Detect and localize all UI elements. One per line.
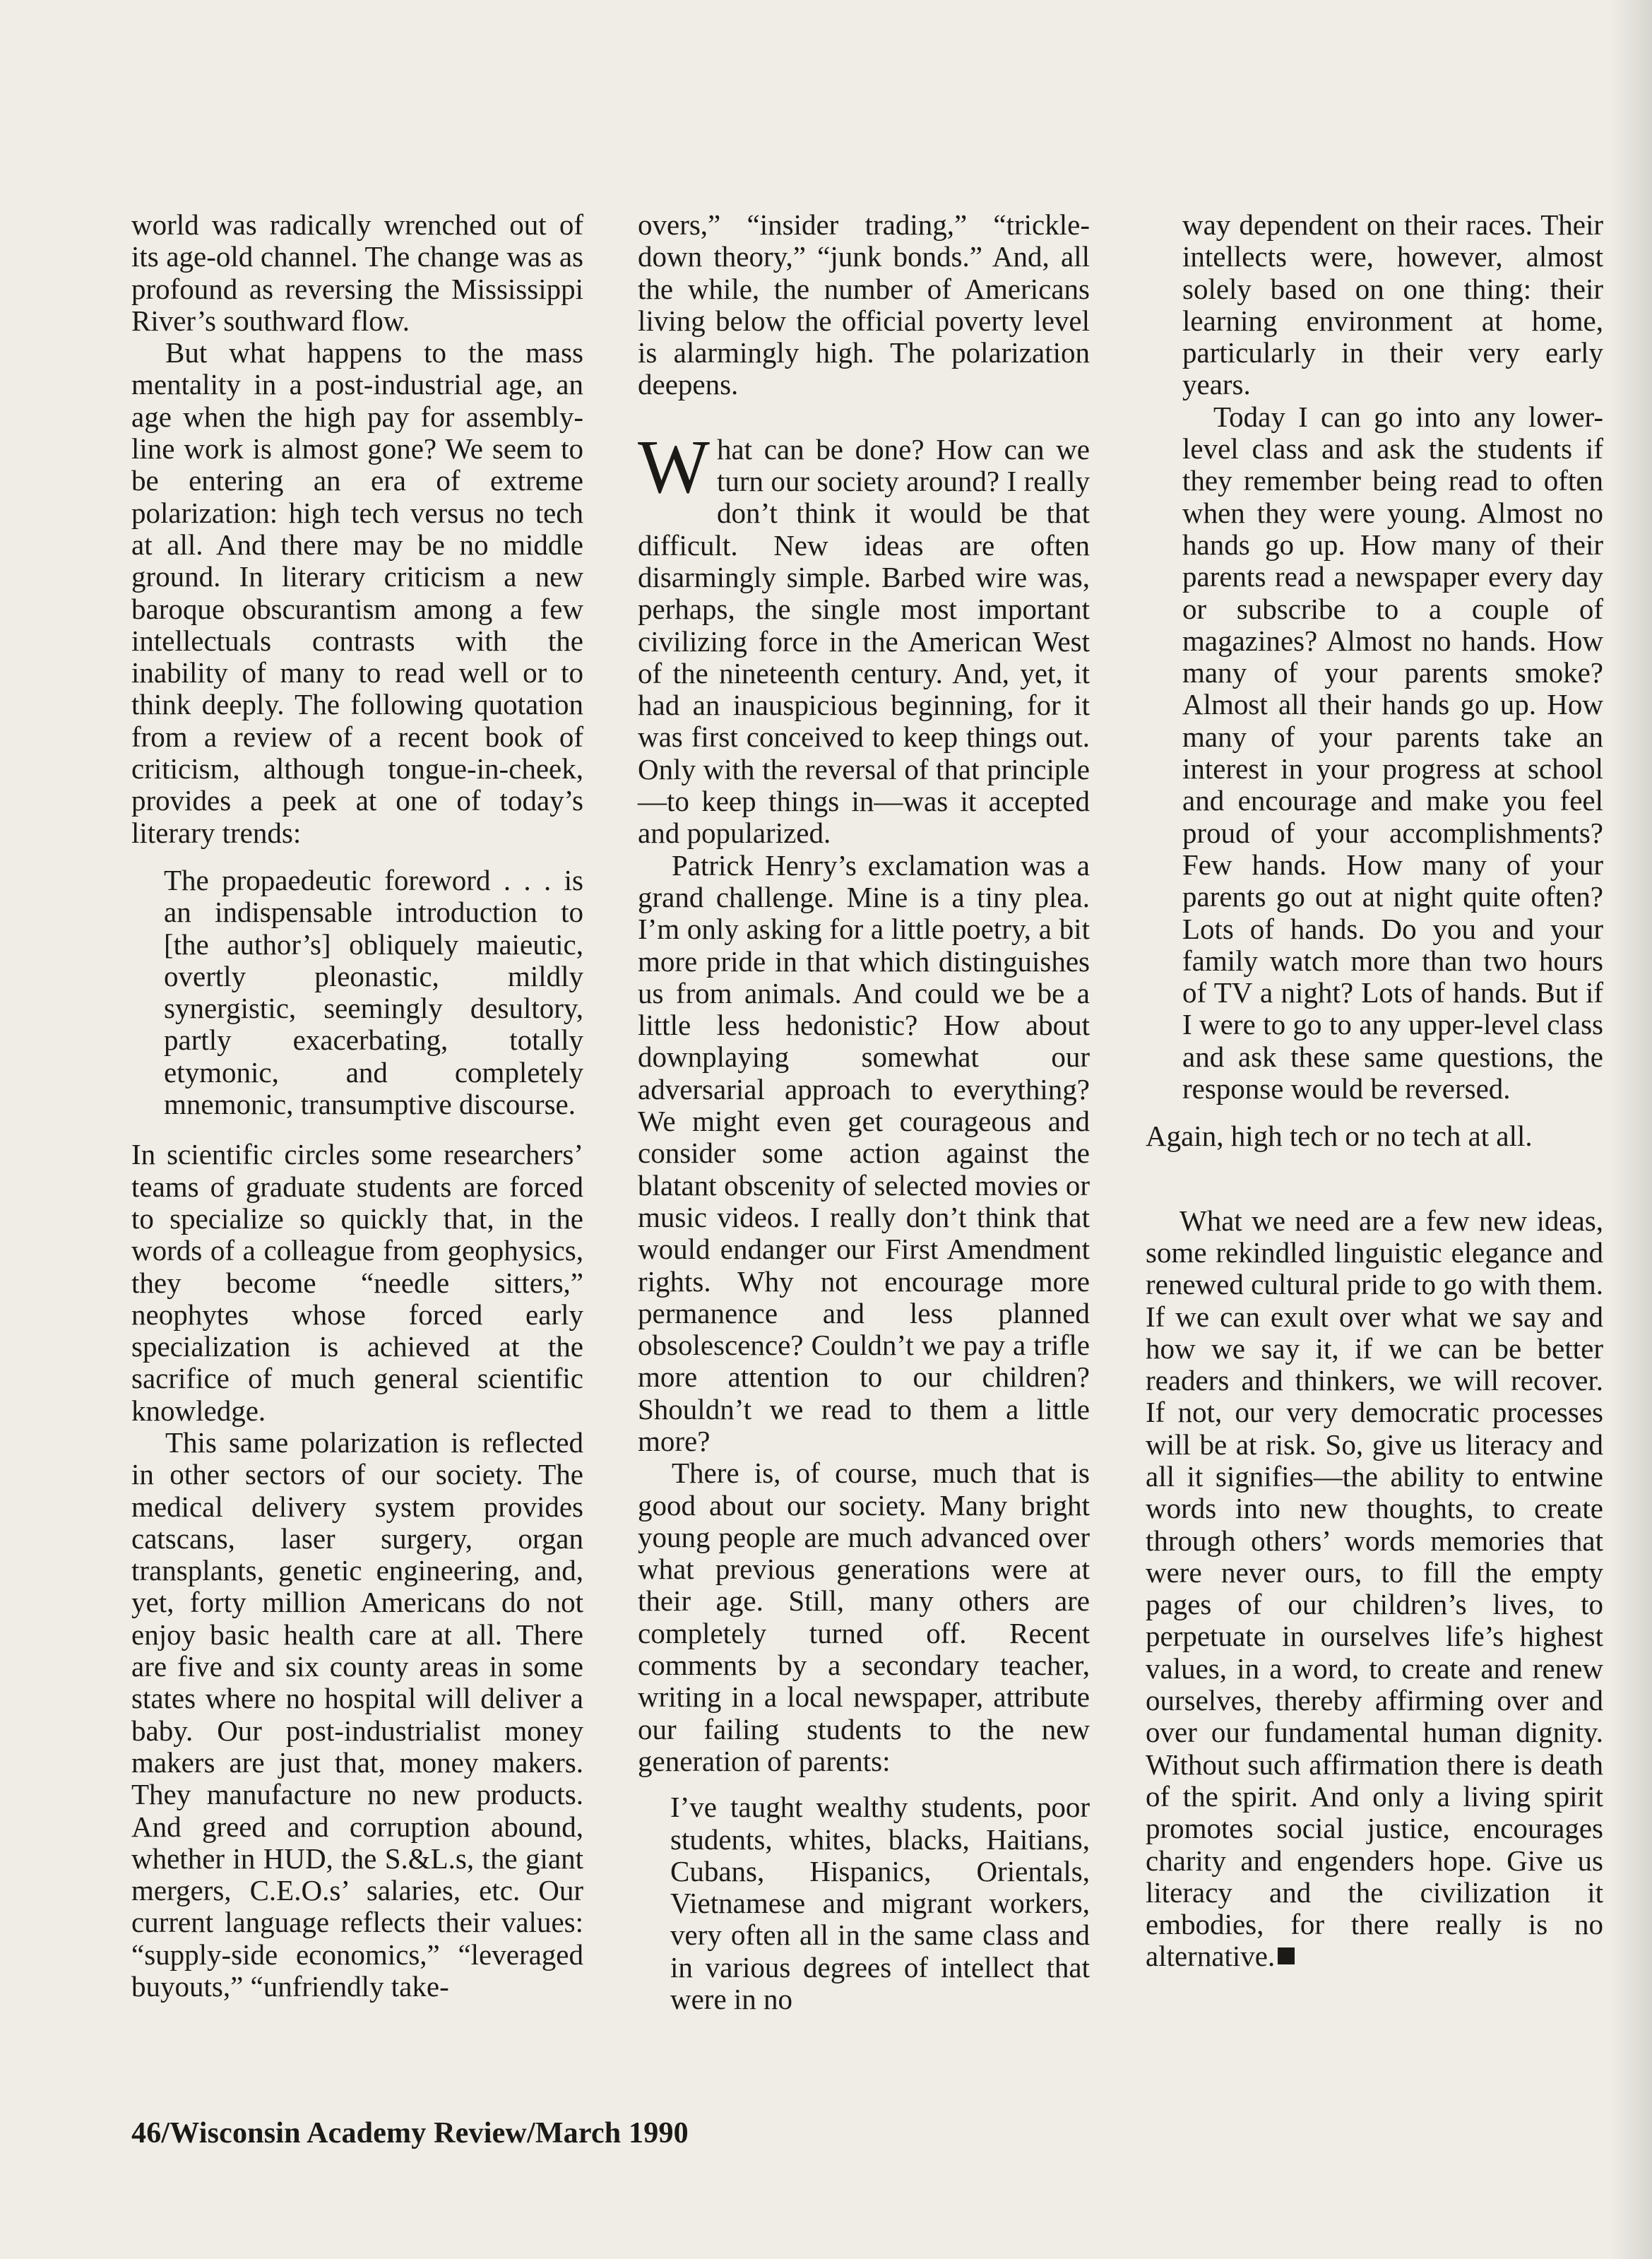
paragraph-text: What we need are a few new ideas, some rekindled linguistic elegance and renewed cultural pride to go with them. If we can exult over what we say and how we say it, if we can be better readers and thinkers, we will recover. If not, our very democratic processes will be at risk. So, give us literacy and all it signifies—the ability to entwine words into new thoughts, to create through others’ words memories that were never ours, to fill the empty pages of our children’s lives, to perpetuate in ourselves life’s highest values, in a word, to create and renew ourselves, thereby affirming over and over our fundamental human dignity. Without such affirmation there is death of the spirit. And only a living spirit promotes social justice, encourages charity and engenders hope. Give us literacy and the civilization it embodies, for there really is no alternative. [1146, 1204, 1603, 1973]
end-of-article-mark [1278, 1947, 1295, 1964]
drop-cap-letter: W [638, 425, 710, 509]
article-column-1 [131, 209, 583, 2003]
paragraph: This same polarization is reflected in other sectors of our society. The medical delivery system provides catscans, laser surgery, organ transplants, genetic engineering, and, yet, forty million Americans do not enjoy basic health care at all. There are five and six county areas in some states where no hospital will deliver a baby. Our post-industrialist money makers are just that, money makers. They manufacture no new products. And greed and corruption abound, whether in HUD, the S.&L.s, the giant mergers, C.E.O.s’ salaries, etc. Our current language reflects their values: “supply-side economics,” “leveraged buyouts,” “unfriendly take- [131, 1425, 583, 2003]
article-column-3 [1146, 209, 1603, 1973]
paragraph: But what happens to the mass mentality in a post-industrial age, an age when the high pay for assembly-line work is almost gone? We seem to be entering an era of extreme polarization: high tech versus no tech at all. And there may be no middle ground. In literary criticism a new baroque obscurantism among a few intellectuals contrasts with the inability of many to read well or to think deeply. The following quotation from a review of a recent book of criticism, although tongue-in-cheek, provides a peek at one of today’s literary trends: [131, 336, 583, 849]
block-quote: way dependent on their races. Their intellects were, however, almost solely based on one thing: their learning environment at home, particularly in their very early years. [1182, 208, 1603, 401]
dropcap-paragraph [638, 425, 1090, 850]
quote-text: Today I can go into any lower-level class and ask the students if they remember being read to often when they were young. Almost no hands go up. How many of their parents read a newspaper every day or subscribe to a couple of magazines? Almost no hands. How many of your parents smoke? Almost all their hands go up. How many of your parents take an interest in your progress at school and encourage and make you feel proud of your accomplishments? Few hands. How many of your parents go out at night quite often? Lots of hands. Do you and your family watch more than two hours of TV a night? Lots of hands. But if I were to go to any upper-level class and ask these same questions, the response would be reversed. [1182, 400, 1603, 1105]
paragraph [1146, 1205, 1603, 1973]
paragraph-text: hat can be done? How can we turn our society around? I really don’t think it would be that difficult. New ideas are often disarmingly simple. Barbed wire was, perhaps, the single most important civilizing force in the American West of the nineteenth century. And, yet, it had an inauspicious beginning, for it was first conceived to keep things out. Only with the reversal of that principle—to keep things in—was it accepted and popularized. [638, 432, 1090, 850]
article-column-2 [638, 209, 1090, 2015]
paragraph: Patrick Henry’s exclamation was a grand challenge. Mine is a tiny plea. I’m only asking for a little poetry, a bit more pride in that which distinguishes us from animals. And could we be a little less hedonistic? How about downplaying somewhat our adversarial approach to everything? We might even get courageous and consider some action against the blatant obscenity of selected movies or music videos. I really don’t think that would endanger our First Amendment rights. Why not encourage more permanence and less planned obsolescence? Couldn’t we pay a trifle more attention to our children? Shouldn’t we read to them a little more? [638, 848, 1090, 1457]
block-quote: I’ve taught wealthy students, poor students, whites, blacks, Haitians, Cubans, Hispanics, Orientals, Vietnamese and migrant workers, very often all in the same class and in various degrees of intellect that were in no [670, 1791, 1090, 2016]
block-quote [1182, 401, 1603, 1105]
paragraph: There is, of course, much that is good about our society. Many bright young people are much advanced over what previous generations were at their age. Still, many others are completely turned off. Recent comments by a secondary teacher, writing in a local newspaper, attribute our failing students to the new generation of parents: [638, 1457, 1090, 1777]
block-quote: The propaedeutic foreword . . . is an indispensable introduction to [the author’s] obliquely maieutic, overtly pleonastic, mildly synergistic, seemingly desultory, partly exacerbating, totally etymonic, and completely mnemonic, transumptive discourse. [164, 863, 583, 1121]
paragraph: overs,” “insider trading,” “trickle-down theory,” “junk bonds.” And, all the while, the number of Americans living below the official poverty level is alarmingly high. The polarization deepens. [638, 208, 1090, 401]
page-edge-shadow [1610, 0, 1652, 2259]
paragraph: world was radically wrenched out of its age-old channel. The change was as profound as reversing the Mississippi River’s southward flow. [131, 208, 583, 337]
paragraph: In scientific circles some researchers’ teams of graduate students are forced to specialize so quickly that, in the words of a colleague from geophysics, they become “needle sitters,” neophytes whose forced early specialization is achieved at the sacrifice of much general scientific knowledge. [131, 1138, 583, 1427]
paragraph: Again, high tech or no tech at all. [1146, 1120, 1533, 1153]
page-footer: 46/Wisconsin Academy Review/March 1990 [131, 2117, 689, 2150]
